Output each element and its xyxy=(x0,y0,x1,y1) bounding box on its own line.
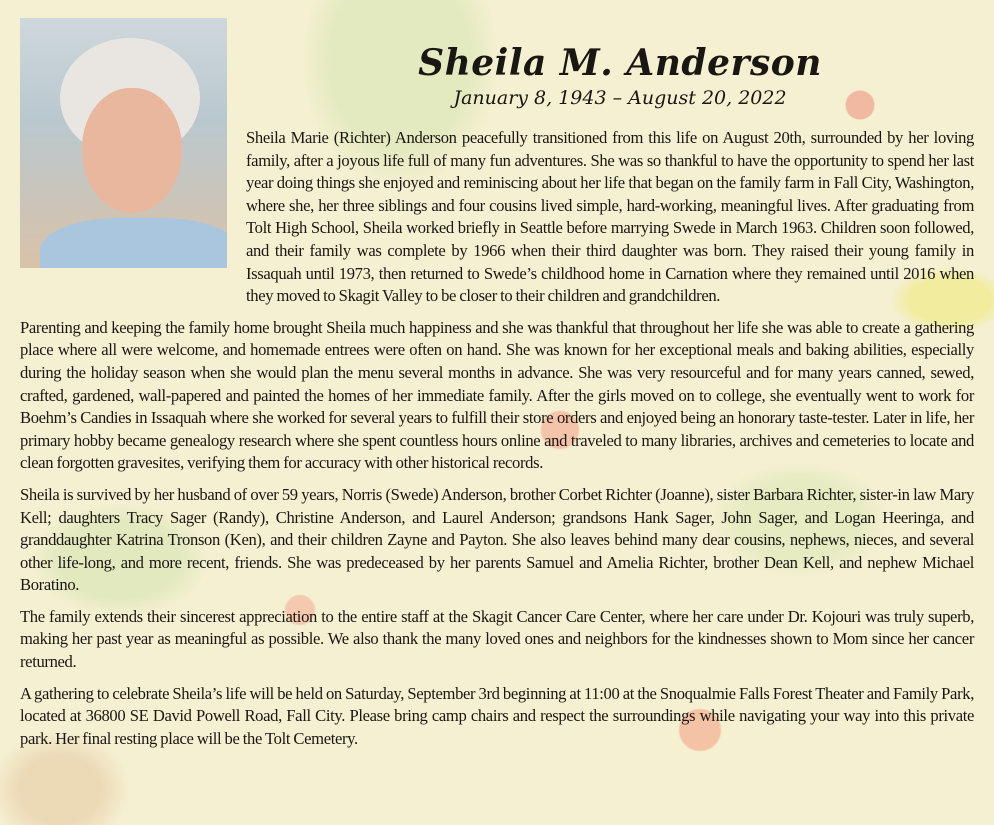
obituary-body xyxy=(20,127,974,759)
obituary-header xyxy=(246,42,994,110)
paragraph-life-story: Sheila Marie (Richter) Anderson peacefully transitioned from this life on August 20th, surrounded by her loving family, after a joyous life full of many fun adventures. She was so thankful to have the opportunity to spend her last year doing things she enjoyed and reminiscing about her life that began on the family farm in Fall City, Washington, where she, her three siblings and four cousins lived simple, hard-working, meaningful lives. After graduating from Tolt High School, Sheila worked briefly in Seattle before marrying Swede in March 1963. Children soon followed, and their family was complete by 1966 when their third daughter was born. They raised their young family in Issaquah until 1973, then returned to Swede’s childhood home in Carnation where they remained until 2016 when they moved to Skagit Valley to be closer to their children and grandchildren. xyxy=(246,128,974,306)
paragraph-survivors: Sheila is survived by her husband of over 59 years, Norris (Swede) Anderson, brother Corbet Richter (Joanne), sister Barbara Richter, sister-in law Mary Kell; daughters Tracy Sager (Randy), Christine Anderson, and Laurel Anderson; grandsons Hank Sager, John Sager, and Logan Heeringa, and granddaughter Katrina Tronson (Ken), and their children Zayne and Payton. She also leaves behind many dear cousins, nephews, nieces, and several other life-long, and more recent, friends. She was predeceased by her parents Samuel and Amelia Richter, brother Dean Kell, and nephew Michael Boratino. xyxy=(20,484,974,595)
deceased-name: Sheila M. Anderson xyxy=(418,42,822,84)
life-dates: January 8, 1943 – August 20, 2022 xyxy=(453,87,787,109)
paragraph-family-home: Parenting and keeping the family home brought Sheila much happiness and she was thankful that throughout her life she was able to create a gathering place where all were welcome, and homemade entrees were often on hand. She was known for her exceptional meals and baking abilities, especially during the holiday season when she would plan the menu several months in advance. She was very resourceful and for many years canned, sewed, crafted, gardened, wall-papered and painted the homes of her immediate family. After the girls moved on to college, she eventually went to work for Boehm’s Candies in Issaquah where she worked for several years to fulfill their store orders and enjoyed being an honorary taste-tester. Later in life, her primary hobby became genealogy research where she spent countless hours online and traveled to many libraries, archives and cemeteries to locate and clean forgotten gravesites, verifying them for accuracy with other historical records. xyxy=(20,317,974,473)
photo-wrap-spacer xyxy=(20,127,246,307)
paragraph-appreciation: The family extends their sincerest appreciation to the entire staff at the Skagit Cancer Care Center, where her care under Dr. Kojouri was truly superb, making her past year as meaningful as possible. We also thank the many loved ones and neighbors for the kindnesses shown to Mom since her cancer returned. xyxy=(20,606,974,672)
paragraph-service: A gathering to celebrate Sheila’s life will be held on Saturday, September 3rd beginning at 11:00 at the Snoqualmie Falls Forest Theater and Family Park, located at 36800 SE David Powell Road, Fall City. Please bring camp chairs and respect the surroundings while navigating your way into this private park. Her final resting place will be the Tolt Cemetery. xyxy=(20,683,974,748)
